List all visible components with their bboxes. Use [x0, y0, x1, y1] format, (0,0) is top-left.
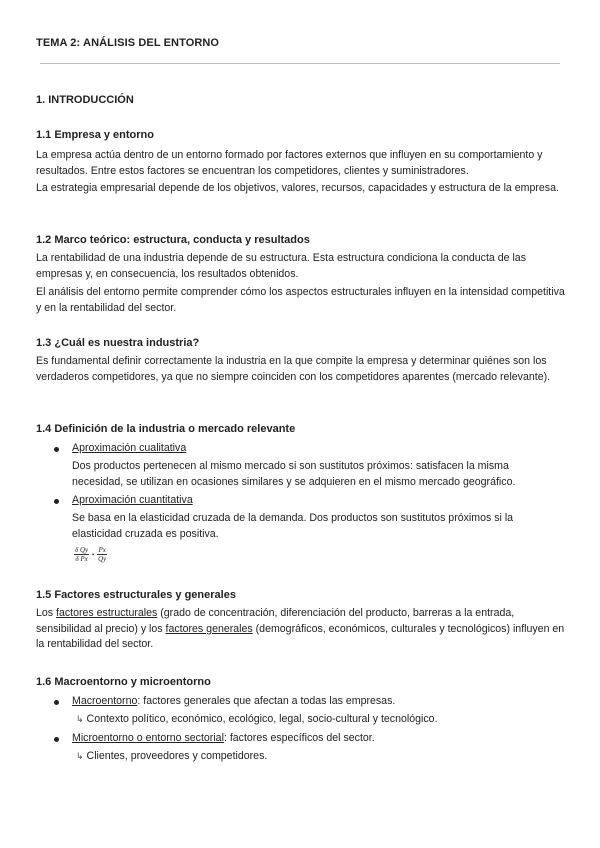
label-macroentorno: Macroentorno	[72, 695, 138, 707]
sub-arrow-icon: ↳	[76, 751, 84, 761]
section-heading-introduccion: 1. INTRODUCCIÓN	[36, 94, 134, 106]
label-aproximacion-cuantitativa: Aproximación cuantitativa	[72, 494, 193, 506]
text-aproximacion-cuantitativa: Se basa en la elasticidad cruzada de la demanda. Dos productos son sustitutos próximos si la elasticidad cruzada es positiva.	[72, 512, 514, 540]
heading-1-4: 1.4 Definición de la industria o mercado relevante	[36, 423, 296, 435]
title-divider	[40, 63, 560, 64]
heading-1-5: 1.5 Factores estructurales y generales	[36, 589, 236, 601]
paragraph-1-3: Es fundamental definir correctamente la industria en la que compite la empresa y determinar quiénes son los verdaderos competidores, ya que no siempre coinciden con los competidores aparentes (mercado relevante).	[36, 355, 551, 383]
formula-den-2: Qy	[98, 555, 107, 563]
label-aproximacion-cualitativa: Aproximación cualitativa	[72, 442, 187, 454]
paragraph-1-1-a: La empresa actúa dentro de un entorno formado por factores externos que influyen en su comportamiento y resultados. Entre estos factores se encuentran los competidores, clientes y suministradores.	[36, 149, 543, 177]
heading-1-1: 1.1 Empresa y entorno	[36, 129, 154, 141]
label-microentorno: Microentorno o entorno sectorial	[72, 732, 224, 744]
formula-num-1: δ Qy	[75, 546, 89, 554]
paragraph-1-1-b: La estrategia empresarial depende de los objetivos, valores, recursos, capacidades y estructura de la empresa.	[36, 182, 559, 194]
formula-operator: •	[91, 550, 95, 559]
formula-den-1: δ Px	[75, 555, 88, 563]
paragraph-1-2-b: El análisis del entorno permite comprender cómo los aspectos estructurales influyen en la intensidad competitiva y en la rentabilidad del sector.	[36, 286, 565, 314]
link-factores-estructurales: factores estructurales	[56, 607, 158, 619]
paragraph-1-5: Los factores estructurales (grado de concentración, diferenciación del producto, barreras a la entrada, sensibilidad al precio) y los factores generales (demográficos, económicos, culturales y tecnológicos) influyen en la rentabilidad del sector.	[36, 607, 565, 650]
bullet-dot	[54, 447, 59, 452]
sub-item-microentorno: ↳ Clientes, proveedores y competidores.	[76, 750, 268, 762]
link-factores-generales: factores generales	[165, 622, 253, 635]
text-aproximacion-cualitativa: Dos productos pertenecen al mismo mercado si son sustitutos próximos: satisfacen la misma necesidad, se utilizan en ocasiones similares y se adquieren en el mismo mercado geográfico.	[72, 460, 516, 488]
elasticity-formula	[74, 546, 107, 563]
formula-num-2: Px	[98, 546, 106, 554]
heading-1-6: 1.6 Macroentorno y microentorno	[36, 676, 211, 688]
heading-1-2: 1.2 Marco teórico: estructura, conducta y resultados	[36, 234, 310, 246]
document-title: TEMA 2: ANÁLISIS DEL ENTORNO	[36, 37, 220, 49]
bullet-dot	[54, 700, 59, 705]
paragraph-1-2-a: La rentabilidad de una industria depende de su estructura. Esta estructura condiciona la conducta de las empresas y, en consecuencia, los resultados obtenidos.	[36, 252, 526, 280]
sub-item-macroentorno: ↳ Contexto político, económico, ecológico, legal, socio-cultural y tecnológico.	[76, 713, 438, 725]
heading-1-3: 1.3 ¿Cuál es nuestra industria?	[36, 337, 200, 349]
bullet-dot	[54, 737, 59, 742]
bullet-dot	[54, 499, 59, 504]
document-page: TEMA 2: ANÁLISIS DEL ENTORNO 1. INTRODUCCIÓN 1.1 Empresa y entorno La empresa actúa dentro de un entorno formado por factores externos que influyen en su comportamiento y resultados. Entre estos factores se encuentran los competidores, clientes y suministradores. La estrategia empresarial depende de los objetivos, valores, recursos, capacidades y estructura de la empresa. 1.2 Marco teórico: estructura, conducta y resultados La rentabilidad de una industria depende de su estructura. Esta estructura condiciona la conducta de las empresas y, en consecuencia, los resultados obtenidos. El análisis del entorno permite comprender cómo los aspectos estructurales influyen en la intensidad competitiva y en la rentabilidad del sector. 1.3 ¿Cuál es nuestra industria? Es fundamental definir correctamente la industria en la que compite la empresa y determinar quiénes son los verdaderos competidores, ya que no siempre coinciden con los competidores aparentes (mercado relevante). 1.4 Definición de la industria o mercado relevante Aproximación cualitativa Dos productos pertenecen al mismo mercado si son sustitutos próximos: satisfacen la misma necesidad, se utilizan en ocasiones similares y se adquieren en el mismo mercado geográfico. Aproximación cuantitativa Se basa en la elasticidad cruzada de la demanda. Dos productos son sustitutos próximos si la elasticidad cruzada es positiva. $\frac{\text{δ Qy}}{\text{δ Px}}$ • $\frac{Px}{Qy}$ 1.5 Factores estructurales y generales Los factores estructurales (grado de concentración, diferenciación del producto, barreras a la entrada, sensibilidad al precio) y los factores generales (demográficos, económicos, culturales y tecnológicos) influyen en la rentabilidad del sector. 1.6 Macroentorno y microentorno Macroentorno: factores generales que afectan a todas las empresas. ↳ Contexto político, económico, ecológico, legal, socio-cultural y tecnológico. Microentorno o entorno sectorial: factores específicos del sector. ↳ Clientes, proveedores y competidores.	[0, 0, 600, 848]
sub-arrow-icon: ↳	[76, 714, 84, 724]
